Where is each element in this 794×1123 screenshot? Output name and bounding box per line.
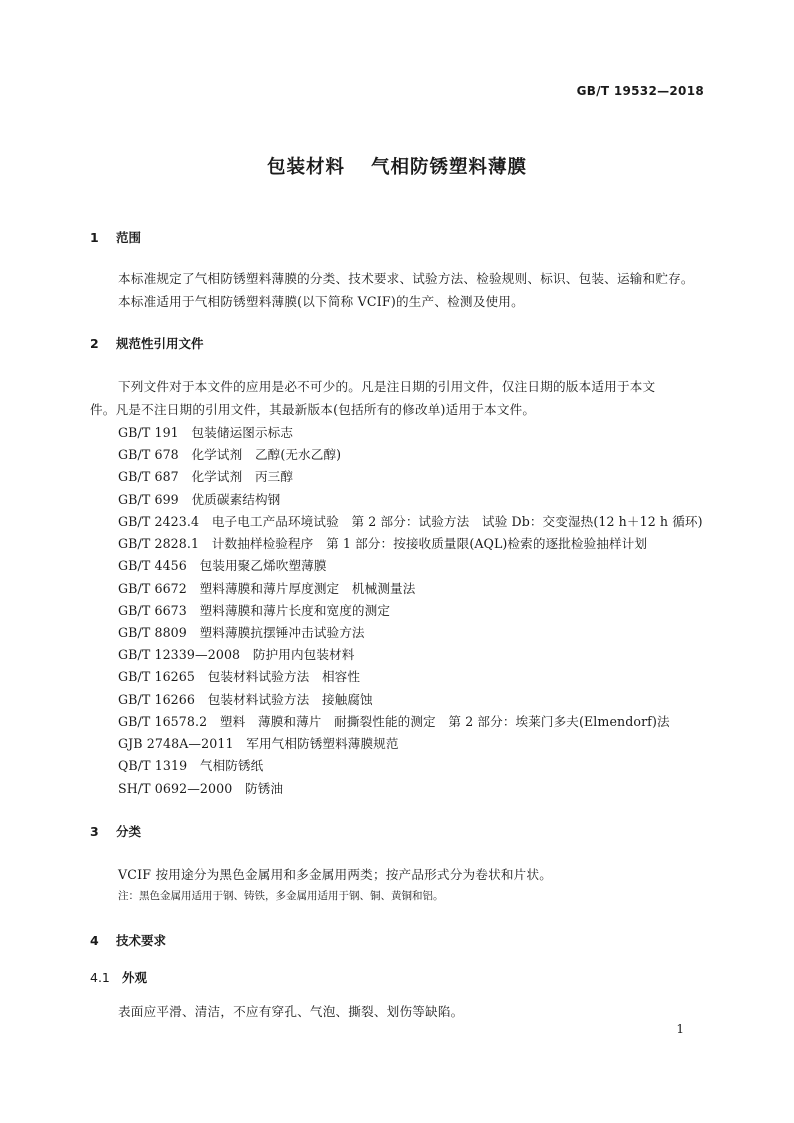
paragraph: 表面应平滑、清洁，不应有穿孔、气泡、撕裂、划伤等缺陷。 (118, 1004, 464, 1019)
section-title: 技术要求 (116, 933, 167, 948)
reference-item: GB/T 699 优质碳素结构钢 (118, 492, 281, 507)
reference-item: GB/T 16265 包装材料试验方法 相容性 (118, 669, 361, 684)
section-2-heading (90, 334, 204, 352)
title-part-1: 包装材料 (266, 157, 345, 178)
section-title: 范围 (116, 230, 142, 245)
reference-item: GB/T 6672 塑料薄膜和薄片厚度测定 机械测量法 (118, 581, 416, 596)
note: 注：黑色金属用适用于钢、铸铁，多金属用适用于钢、铜、黄铜和铝。 (118, 890, 444, 902)
reference-item: GB/T 8809 塑料薄膜抗摆锤冲击试验方法 (118, 625, 365, 640)
section-title: 外观 (122, 970, 148, 985)
reference-item: GB/T 687 化学试剂 丙三醇 (118, 469, 294, 484)
reference-item: GB/T 678 化学试剂 乙醇(无水乙醇) (118, 447, 342, 462)
reference-item: GJB 2748A—2011 军用气相防锈塑料薄膜规范 (118, 736, 399, 751)
section-number: 1 (90, 230, 99, 245)
document-title (0, 153, 794, 179)
paragraph: 本标准适用于气相防锈塑料薄膜(以下简称 VCIF)的生产、检测及使用。 (118, 294, 524, 309)
section-number: 4 (90, 933, 99, 948)
reference-item: GB/T 4456 包装用聚乙烯吹塑薄膜 (118, 558, 327, 573)
paragraph: 件。凡是不注日期的引用文件，其最新版本(包括所有的修改单)适用于本文件。 (90, 402, 536, 417)
reference-item: GB/T 6673 塑料薄膜和薄片长度和宽度的测定 (118, 603, 391, 618)
reference-item: GB/T 2423.4 电子电工产品环境试验 第 2 部分：试验方法 试验 Db：交变湿热(12 h＋12 h 循环) (118, 514, 703, 529)
paragraph: 本标准规定了气相防锈塑料薄膜的分类、技术要求、试验方法、检验规则、标识、包装、运输和贮存。 (118, 271, 694, 286)
section-number: 2 (90, 336, 99, 351)
reference-item: QB/T 1319 气相防锈纸 (118, 758, 264, 773)
section-3-heading (90, 822, 141, 840)
reference-item: GB/T 191 包装储运图示标志 (118, 425, 294, 440)
section-4-1-heading (90, 968, 147, 986)
reference-item: GB/T 12339—2008 防护用内包装材料 (118, 647, 355, 662)
paragraph: 下列文件对于本文件的应用是必不可少的。凡是注日期的引用文件，仅注日期的版本适用于本文 (118, 379, 656, 394)
paragraph: VCIF 按用途分为黑色金属用和多金属用两类；按产品形式分为卷状和片状。 (118, 867, 553, 882)
title-part-2: 气相防锈塑料薄膜 (371, 157, 528, 178)
reference-item: GB/T 16578.2 塑料 薄膜和薄片 耐撕裂性能的测定 第 2 部分：埃莱门多夫(Elmendorf)法 (118, 714, 670, 729)
section-4-heading (90, 931, 166, 949)
page-number: 1 (676, 1022, 684, 1036)
section-title: 分类 (116, 824, 142, 839)
reference-item: GB/T 16266 包装材料试验方法 接触腐蚀 (118, 692, 373, 707)
section-number: 4.1 (90, 970, 110, 985)
reference-item: SH/T 0692—2000 防锈油 (118, 781, 284, 796)
section-title: 规范性引用文件 (116, 336, 204, 351)
standard-code: GB/T 19532—2018 (576, 84, 704, 98)
reference-item: GB/T 2828.1 计数抽样检验程序 第 1 部分：按接收质量限(AQL)检索的逐批检验抽样计划 (118, 536, 648, 551)
section-1-heading (90, 228, 141, 246)
section-number: 3 (90, 824, 99, 839)
